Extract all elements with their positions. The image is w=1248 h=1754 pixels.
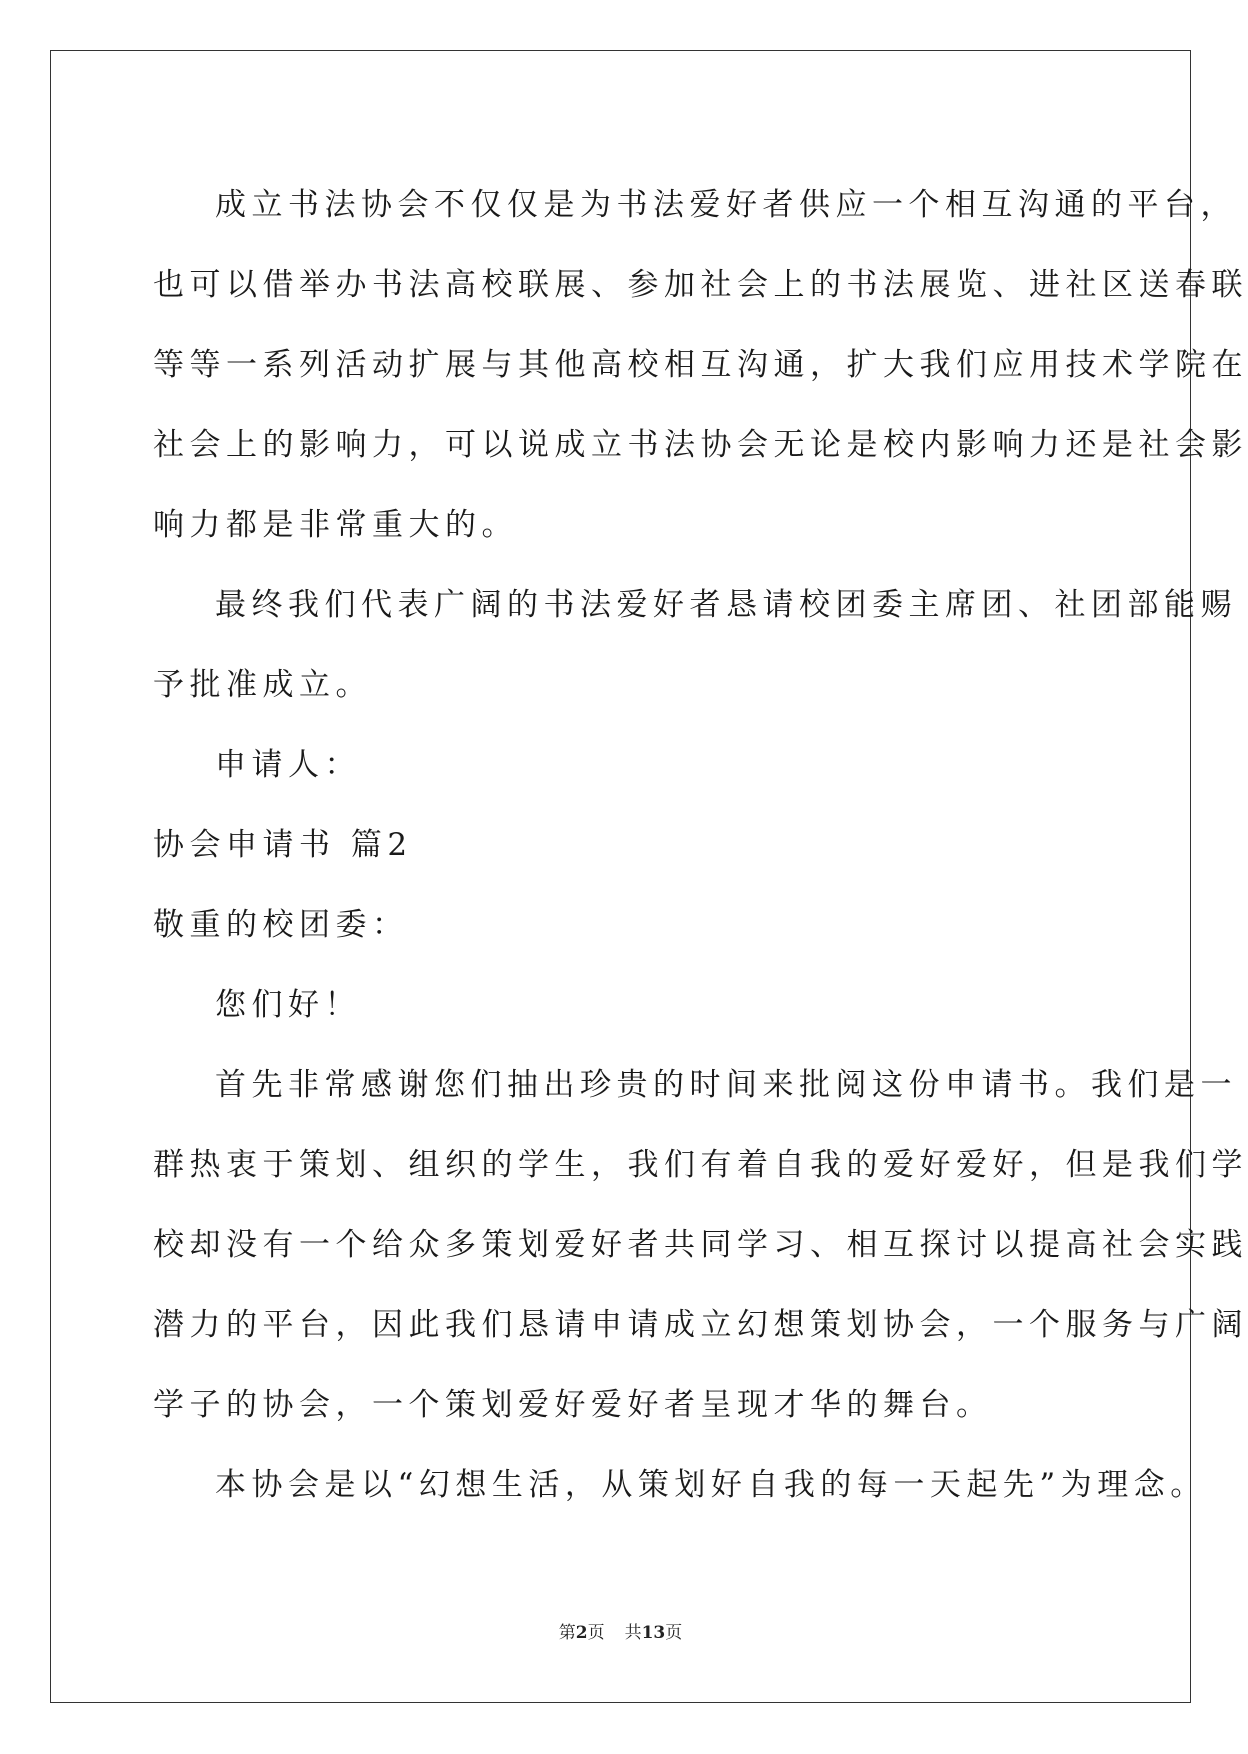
paragraph [153,1045,1248,1445]
text-line: 本协会是以“幻想生活，从策划好自我的每一天起先”为理念。 [215,1467,1207,1503]
total-suffix: 页 [665,1623,683,1643]
page-number: 2 [575,1623,588,1643]
text-line: 校却没有一个给众多策划爱好者共同学习、相互探讨以提高社会实践 [153,1227,1248,1263]
text-line: 等等一系列活动扩展与其他高校相互沟通，扩大我们应用技术学院在 [153,347,1248,383]
text-line: 群热衷于策划、组织的学生，我们有着自我的爱好爱好，但是我们学 [153,1147,1248,1183]
text-line: 最终我们代表广阔的书法爱好者恳请校团委主席团、社团部能赐 [215,587,1237,623]
text-line: 学子的协会，一个策划爱好爱好者呈现才华的舞台。 [153,1387,993,1423]
total-prefix: 共 [624,1623,642,1643]
document-body [153,165,1248,1525]
text-line: 予批准成立。 [153,667,372,703]
paragraph [153,165,1248,565]
paragraph [153,565,1237,725]
applicant-line [153,725,1088,805]
text-line: 也可以借举办书法高校联展、参加社会上的书法展览、进社区送春联 [153,267,1248,303]
text-line: 敬重的校团委： [153,907,409,943]
total-pages: 13 [641,1623,666,1643]
greeting [153,965,1088,1045]
page-suffix: 页 [587,1623,605,1643]
text-line: 社会上的影响力，可以说成立书法协会无论是校内影响力还是社会影 [153,427,1248,463]
salutation [153,885,1088,965]
page-prefix: 第 [558,1623,576,1643]
text-line: 潜力的平台，因此我们恳请申请成立幻想策划协会，一个服务与广阔 [153,1307,1248,1343]
text-line: 成立书法协会不仅仅是为书法爱好者供应一个相互沟通的平台， [215,187,1237,223]
text-line: 首先非常感谢您们抽出珍贵的时间来批阅这份申请书。我们是一 [215,1067,1237,1103]
text-line: 响力都是非常重大的。 [153,507,518,543]
text-line: 协会申请书 篇2 [153,827,413,863]
section-heading [153,805,1088,885]
text-line: 申请人： [215,747,361,783]
page-footer [0,1618,1241,1643]
text-line: 您们好！ [215,987,361,1023]
paragraph [153,1445,1207,1525]
